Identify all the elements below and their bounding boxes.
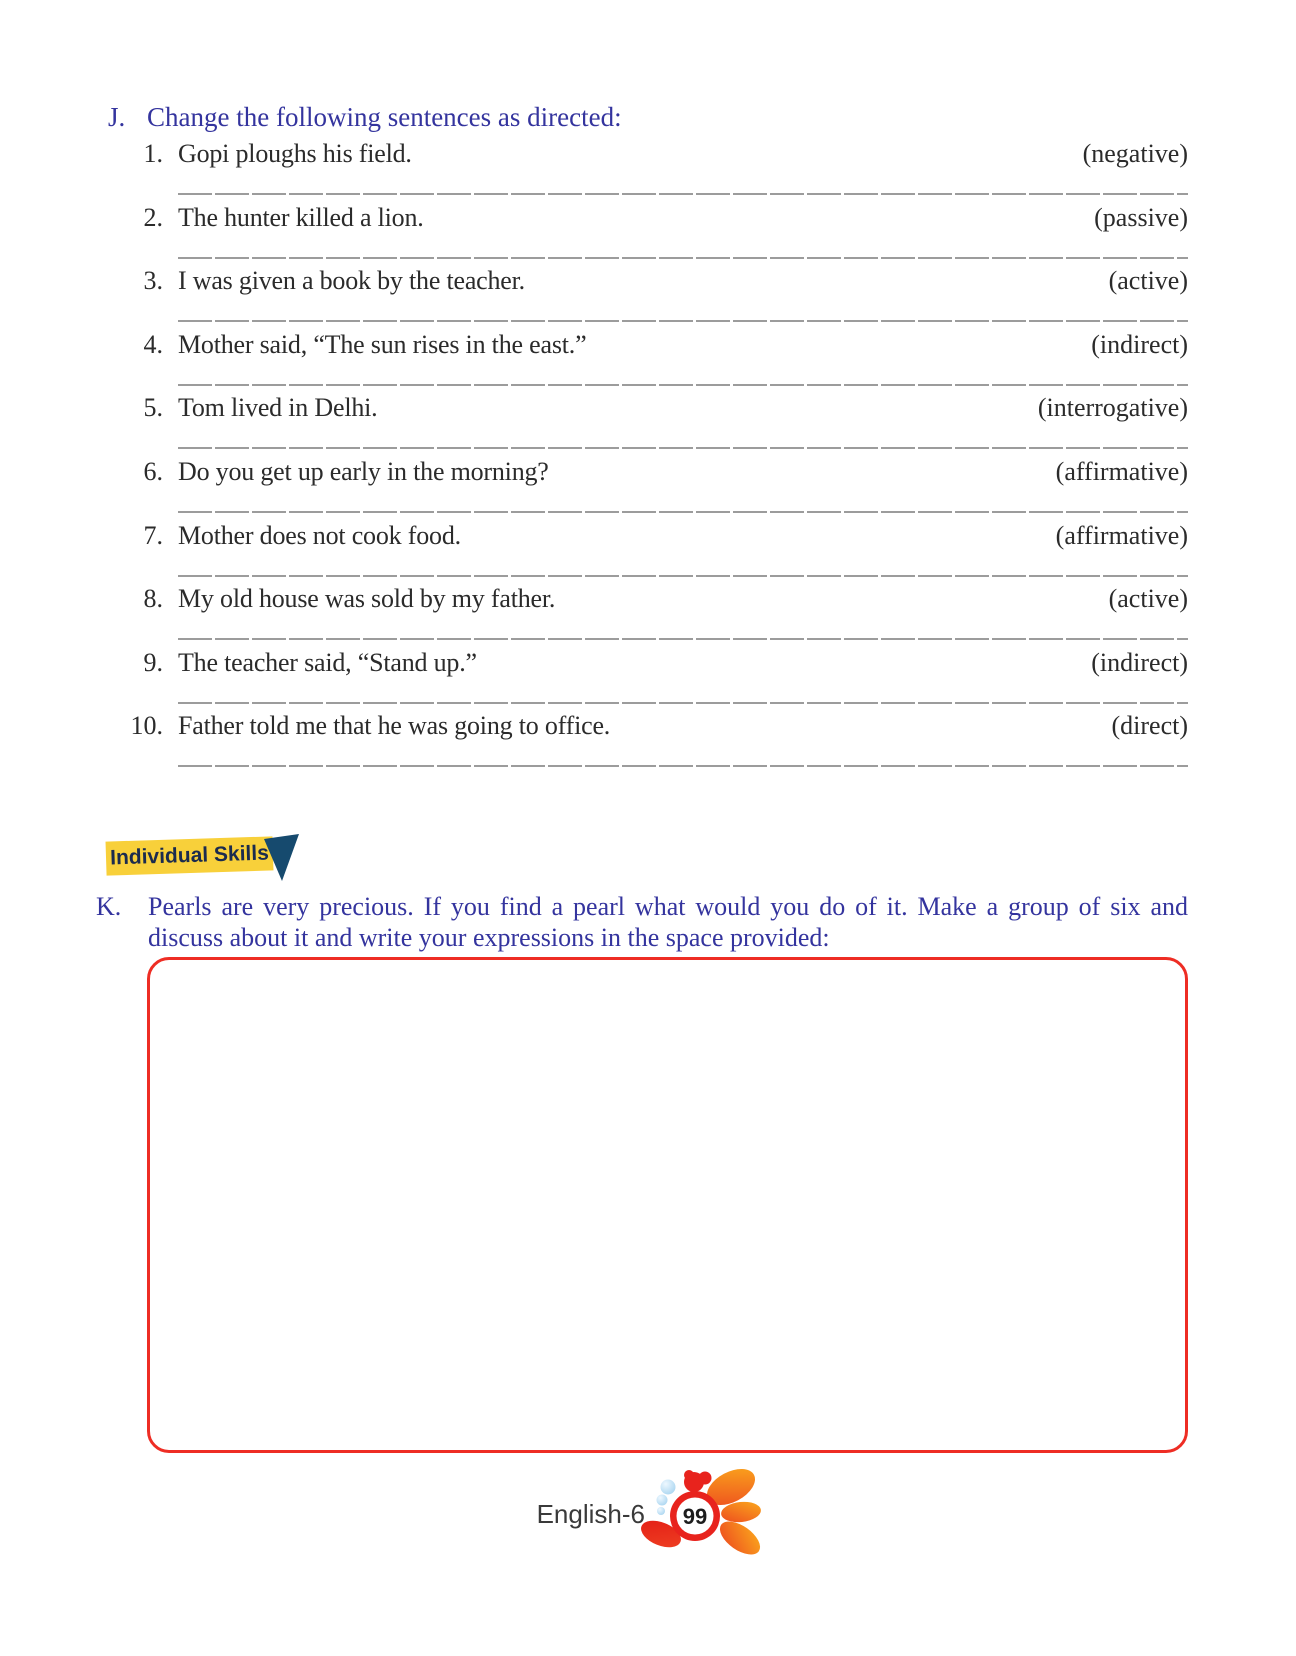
item-direction: (affirmative) xyxy=(1055,456,1188,486)
exercise-k-instruction-line1: Pearls are very precious. If you find a pearl what would you do of it. Make a group of six and xyxy=(148,892,1188,921)
exercise-k-heading xyxy=(96,892,1188,953)
item-sentence: I was given a book by the teacher. xyxy=(178,266,525,296)
item-number: 1. xyxy=(143,139,163,168)
item-number: 5. xyxy=(143,393,163,423)
item-number: 9. xyxy=(143,647,163,677)
exercise-j-list xyxy=(0,139,1296,775)
item-sentence: Mother does not cook food. xyxy=(178,520,461,550)
item-direction: (negative) xyxy=(1082,139,1188,168)
item-direction: (active) xyxy=(1108,584,1188,614)
item-number: 6. xyxy=(143,456,163,486)
item-sentence: Gopi ploughs his field. xyxy=(178,139,412,168)
item-sentence: The teacher said, “Stand up.” xyxy=(178,647,477,677)
answer-box[interactable] xyxy=(147,957,1188,1453)
section-label: J. xyxy=(108,102,126,132)
badge-flag-icon xyxy=(264,834,300,882)
item-sentence: Mother said, “The sun rises in the east.” xyxy=(178,329,587,359)
individual-skills-badge xyxy=(106,834,406,884)
answer-line[interactable] xyxy=(178,575,1188,577)
answer-line[interactable] xyxy=(178,320,1188,322)
exercise-item xyxy=(0,330,1296,394)
exercise-j-heading xyxy=(108,101,1188,133)
item-sentence: The hunter killed a lion. xyxy=(178,202,424,232)
item-direction: (interrogative) xyxy=(1037,393,1188,423)
item-number: 8. xyxy=(143,584,163,614)
page-number: 99 xyxy=(682,1504,708,1529)
exercise-j-instruction: Change the following sentences as directed: xyxy=(147,102,622,132)
item-direction: (affirmative) xyxy=(1055,520,1188,550)
exercise-item xyxy=(0,648,1296,712)
footer-book-title: English-6 xyxy=(536,1499,645,1529)
exercise-item xyxy=(0,521,1296,585)
exercise-item xyxy=(0,711,1296,775)
item-number: 2. xyxy=(143,202,163,232)
exercise-item xyxy=(0,203,1296,267)
exercise-item xyxy=(0,457,1296,521)
item-number: 4. xyxy=(143,329,163,359)
answer-line[interactable] xyxy=(178,257,1188,259)
answer-line[interactable] xyxy=(178,638,1188,640)
exercise-item xyxy=(0,139,1296,203)
item-direction: (direct) xyxy=(1111,711,1188,741)
answer-line[interactable] xyxy=(178,384,1188,386)
answer-line[interactable] xyxy=(178,193,1188,195)
item-direction: (indirect) xyxy=(1091,647,1188,677)
item-sentence: Do you get up early in the morning? xyxy=(178,456,549,486)
badge-label: Individual Skills xyxy=(106,836,274,875)
item-number: 10. xyxy=(130,711,163,741)
section-label: K. xyxy=(96,892,122,921)
exercise-k-instruction-line2: discuss about it and write your expressions in the space provided: xyxy=(148,922,830,952)
item-sentence: Tom lived in Delhi. xyxy=(178,393,378,423)
exercise-item xyxy=(0,393,1296,457)
item-direction: (active) xyxy=(1108,266,1188,296)
answer-line[interactable] xyxy=(178,511,1188,513)
item-sentence: Father told me that he was going to office. xyxy=(178,711,611,741)
exercise-item xyxy=(0,584,1296,648)
answer-line[interactable] xyxy=(178,702,1188,704)
item-number: 3. xyxy=(143,266,163,296)
answer-line[interactable] xyxy=(178,447,1188,449)
item-sentence: My old house was sold by my father. xyxy=(178,584,556,614)
item-direction: (passive) xyxy=(1094,202,1188,232)
exercise-item xyxy=(0,266,1296,330)
answer-line[interactable] xyxy=(178,765,1188,767)
item-direction: (indirect) xyxy=(1091,329,1188,359)
item-number: 7. xyxy=(143,520,163,550)
